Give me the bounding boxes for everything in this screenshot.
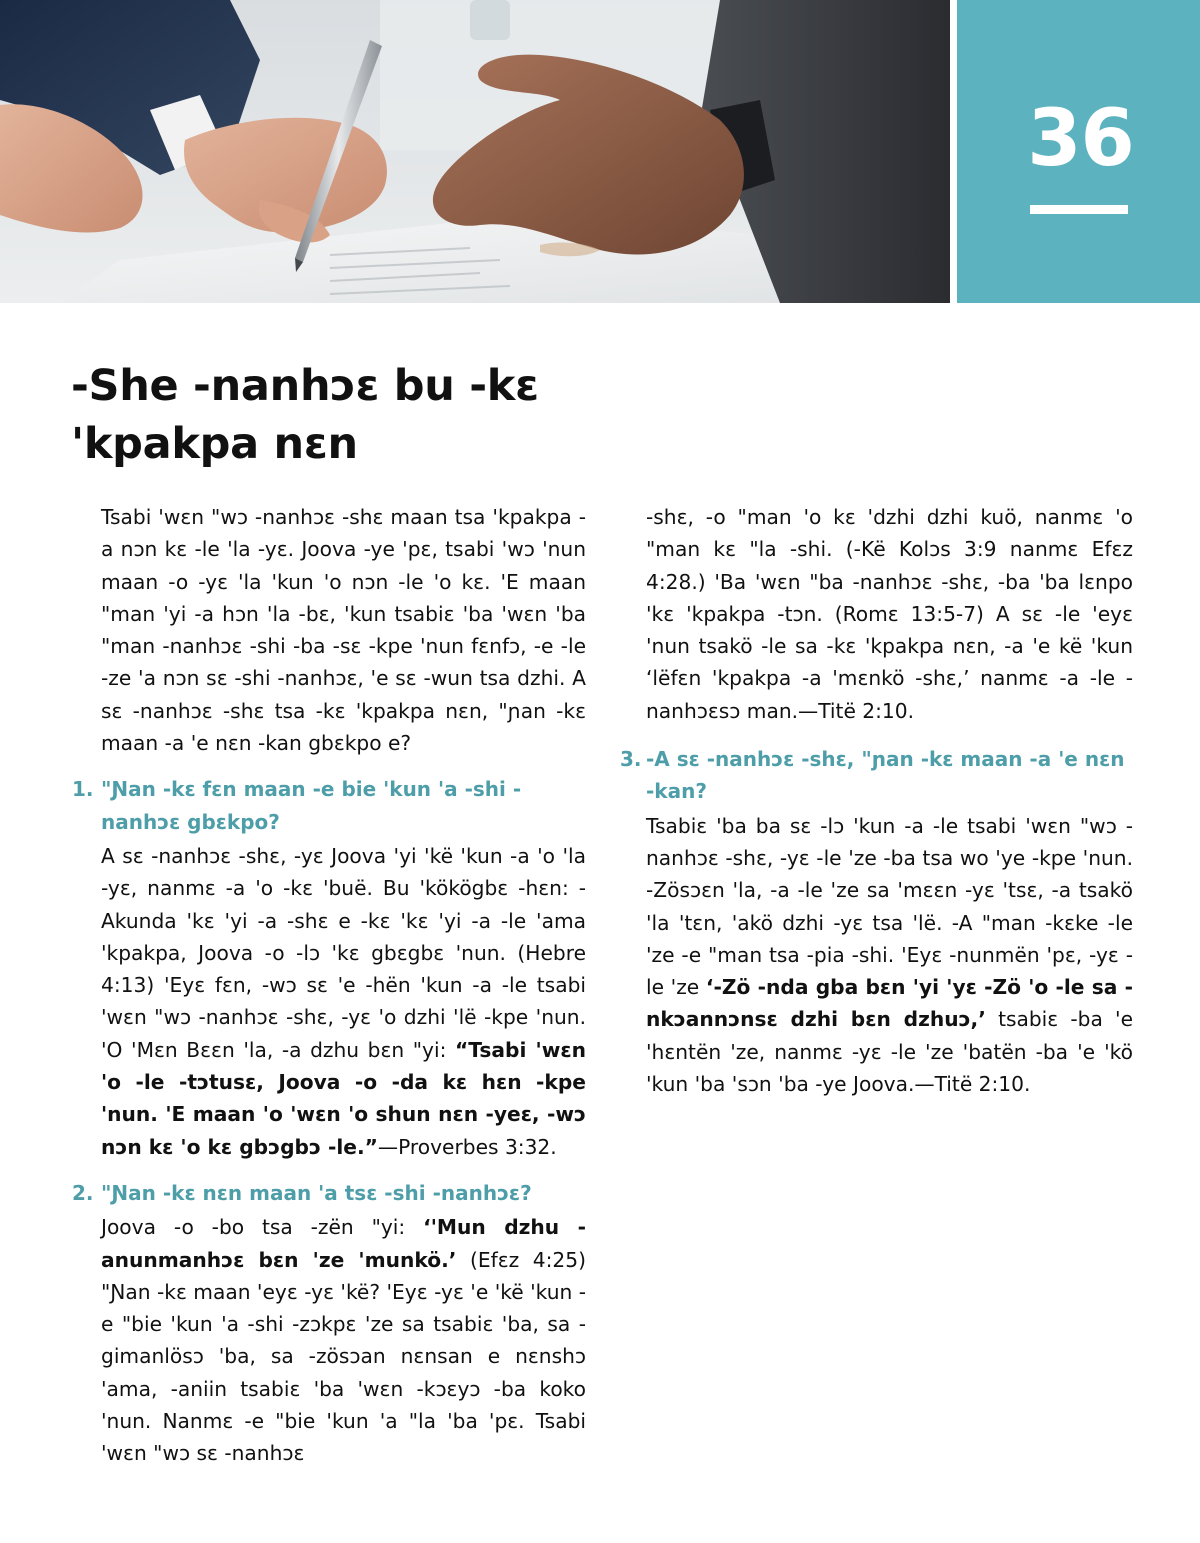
lesson-title: -She -nanhɔɛ bu -kɛ 'kpakpa nɛn bbox=[71, 361, 539, 469]
scripture-quote: “Tsabi 'wɛn 'o -le -tɔtusɛ, Joova -o -da kɛ hɛn -kpe 'nun. 'E maan 'o 'wɛn 'o shun nɛn -yeɛ, -wɔ nɔn kɛ 'o kɛ gbɔgbɔ -le.” bbox=[101, 1037, 586, 1159]
answer-text-continued: (Efɛz 4:25) "Ɲan -kɛ maan 'eyɛ -yɛ 'kë? 'Eyɛ -yɛ 'e 'kë 'kun -e "bie 'kun 'a -shi -zɔkpɛ 'ze sa tsabiɛ 'ba, sa -gimanlösɔ 'ba, sa -zösɔan nɛnsan e nɛnshɔ 'ama, -aniin tsabiɛ 'ba 'wɛn -kɔɛyɔ -ba koko 'nun. Nanmɛ -e "bie 'kun 'a "la 'ba 'pɛ. Tsabi 'wɛn "wɔ sɛ -nanhɔɛ bbox=[101, 1247, 586, 1466]
answer-text: Tsabiɛ 'ba ba sɛ -lɔ 'kun -a -le tsabi 'wɛn "wɔ -nanhɔɛ -shɛ, -yɛ -le 'ze -ba tsa wo 'ye -kpe 'nun. -Zösɔɛn 'la, -a -le 'ze sa 'mɛɛn -yɛ 'tsɛ, -a tsakö 'la 'tɛn, 'akö dzhi -yɛ tsa 'lë. -A "man -kɛke -le 'ze -e "man tsa -pia -shi. 'Eyɛ -nunmën 'pɛ, -yɛ -le 'ze bbox=[646, 813, 1133, 1000]
question-number: 3. bbox=[620, 747, 642, 772]
lesson-number-underline bbox=[1030, 205, 1128, 214]
question-text: -A sɛ -nanhɔɛ -shɛ, "ɲan -kɛ maan -a 'e nɛn -kan? bbox=[646, 747, 1125, 804]
answer-text: A sɛ -nanhɔɛ -shɛ, -yɛ Joova 'yi 'kë 'kun -a 'o 'la -yɛ, nanmɛ -a 'o -kɛ 'buë. Bu 'kökögbɛ -hɛn: -Akunda 'kɛ 'yi -a -shɛ e -kɛ 'kɛ 'yi -a -le 'ama 'kpakpa, Joova -o -lɔ 'kɛ gbɛgbɛ 'nun. (Hebre 4:13) 'Eyɛ fɛn, -wɔ sɛ 'e -hën 'kun -a -le tsabi 'wɛn "wɔ -nanhɔɛ -shɛ, -yɛ 'o dzhi 'lë -kpe 'nun. 'O 'Mɛn Bɛɛn 'la, -a dzhu bɛn "yi: bbox=[101, 843, 586, 1062]
answer-2-continuation: -shɛ, -o "man 'o kɛ 'dzhi dzhi kuö, nanmɛ 'o "man kɛ "la -shi. (-Kë Kolɔs 3:9 nanmɛ Efɛz 4:28.) 'Ba 'wɛn "ba -nanhɔɛ -shɛ, -ba 'ba lɛnpo 'kɛ 'kpakpa -tɔn. (Romɛ 13:5-7) A sɛ -le 'eyɛ 'nun tsakö -le sa -kɛ 'kpakpa nɛn, -a 'e kë 'kun ‘lëfɛn 'kpakpa -a 'mɛnkö -shɛ,’ nanmɛ -a -le -nanhɔɛsɔ man.—Titë 2:10. bbox=[646, 505, 1133, 723]
header-photo bbox=[0, 0, 950, 303]
scripture-reference: —Proverbes 3:32. bbox=[377, 1134, 557, 1159]
question-number: 1. bbox=[72, 777, 94, 802]
answer-text: Joova -o -bo tsa -zën "yi: bbox=[101, 1215, 424, 1240]
question-3 bbox=[620, 743, 1133, 808]
question-number: 2. bbox=[72, 1180, 94, 1205]
lesson-number-box bbox=[957, 0, 1200, 303]
answer-3 bbox=[620, 810, 1133, 1101]
right-column bbox=[620, 501, 1133, 1100]
scripture-quote: ‘'Mun dzhu -anunmanhɔɛ bɛn 'ze 'munkö.’ bbox=[101, 1215, 587, 1272]
left-column bbox=[72, 501, 586, 1470]
answer-1 bbox=[72, 840, 586, 1163]
lesson-number: 36 bbox=[1027, 94, 1134, 184]
question-text: "Ɲan -kɛ nɛn maan 'a tsɛ -shi -nanhɔɛ? bbox=[101, 1180, 532, 1205]
question-text: "Ɲan -kɛ fɛn maan -e bie 'kun 'a -shi -nanhɔɛ gbɛkpo? bbox=[101, 777, 522, 834]
answer-2 bbox=[72, 1211, 586, 1469]
intro-paragraph: Tsabi 'wɛn "wɔ -nanhɔɛ -shɛ maan tsa 'kpakpa -a nɔn kɛ -le 'la -yɛ. Joova -ye 'pɛ, tsabi 'wɔ 'nun maan -o -yɛ 'la 'kun 'o nɔn -le 'o kɛ. 'E maan "man 'yi -a hɔn 'la -bɛ, 'kun tsabiɛ 'ba 'wɛn 'ba "man -nanhɔɛ -shi -ba -sɛ -kpe 'nun fɛnfɔ, -e -le -ze 'a nɔn sɛ -shi -nanhɔɛ, 'e sɛ -wun tsa dzhi. A sɛ -nanhɔɛ -shɛ tsa -kɛ 'kpakpa nɛn, "ɲan -kɛ maan -a 'e nɛn -kan gbɛkpo e? bbox=[101, 505, 586, 756]
scripture-quote: ‘-Zö -nda gba bɛn 'yi 'yɛ -Zö 'o -le sa -nkɔannɔnsɛ dzhi bɛn dzhuɔ,’ bbox=[646, 975, 1133, 1032]
handshake-contract-illustration bbox=[0, 0, 950, 303]
question-1 bbox=[72, 773, 586, 838]
question-2 bbox=[72, 1177, 586, 1209]
answer-text-continued: tsabiɛ -ba 'e 'hɛntën 'ze, nanmɛ -yɛ -le 'ze 'batën -ba 'e 'kö 'kun 'ba 'sɔn 'ba -ye Joova.—Titë 2:10. bbox=[646, 1007, 1133, 1097]
